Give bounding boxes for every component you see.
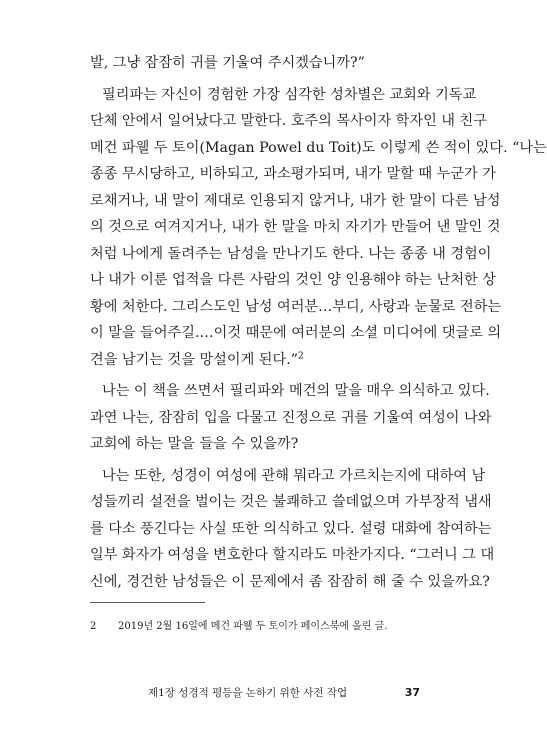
text-line: 견을 남기는 것을 망설이게 된다.” [90,351,298,368]
paragraph-4 [90,463,495,596]
text-line: 신에, 경건한 남성들은 이 문제에서 좀 잠잠히 해 줄 수 있을까요? [90,573,490,590]
text-line: 황에 처한다. 그리스도인 남성 여러분…부디, 사랑과 눈물로 전하는 [90,298,502,315]
paragraph-1 [90,50,420,77]
footnote [90,620,420,634]
text-line: 과연 나는, 잠잠히 입을 다물고 진정으로 귀를 기울여 여성이 나와 [90,409,492,426]
footnote-text: 2019년 2월 16일에 메건 파웰 두 토이가 페이스북에 올린 글. [118,621,388,632]
footnote-divider [90,602,205,603]
text-line: 종종 무시당하고, 비하되고, 과소평가되며, 내가 말할 때 누군가 가 [90,166,496,182]
footnote-number: 2 [90,621,97,632]
paragraph-2 [90,82,547,374]
text-line: 일부 화자가 여성을 변호한다 할지라도 마찬가지다. “그러니 그 대 [90,547,495,563]
text-line: 의 것으로 여겨지거나, 내가 한 말을 마치 자기가 만들어 낸 말인 것 [90,219,501,235]
footnote-ref-marker: 2 [297,350,304,361]
text-line: 교회에 하는 말을 들을 수 있을까? [90,436,299,452]
text-line: 필리파는 자신이 경험한 가장 심각한 성차별은 교회와 기독교 [102,86,477,103]
text-line: 나 내가 이룬 업적을 다른 사람의 것인 양 인용해야 하는 난처한 상 [90,272,496,288]
text-line: 이 말을 들어주길.…이것 때문에 여러분의 소셜 미디어에 댓글로 의 [90,325,502,341]
text-line: 단체 안에서 일어났다고 말한다. 호주의 목사이자 학자인 내 친구 [90,113,487,129]
text-line-with-ref [90,347,420,374]
text-line: 를 다소 풍긴다는 사실 또한 의식하고 있다. 설령 대화에 참여하는 [90,520,492,537]
text-line: 나는 또한, 성경이 여성에 관해 뭐라고 가르치는지에 대하여 남 [102,467,486,484]
text-line: 처럼 나에게 돌려주는 남성을 만나기도 한다. 나는 종종 내 경험이 [90,245,492,262]
paragraph-3 [90,378,492,458]
text-line: 성들끼리 설전을 벌이는 것은 불쾌하고 쓸데없으며 가부장적 냄새 [90,494,492,510]
text-line: 나는 이 책을 쓰면서 필리파와 메건의 말을 매우 의식하고 있다. [102,383,490,399]
page-number: 37 [404,686,420,699]
text-line: 메건 파웰 두 토이(Magan Powel du Toit)도 이렇게 쓴 적이 있다. “나는 [90,139,547,156]
body-text [90,50,547,595]
text-line: 로채거나, 내 말이 제대로 인용되지 않거나, 내가 한 말이 다른 남성 [90,192,501,209]
running-title: 제1장 성경적 평등을 논하기 위한 사전 작업 [148,687,348,699]
text-line: 발, 그냥 잠잠히 귀를 기울여 주시겠습니까?” [90,55,365,71]
